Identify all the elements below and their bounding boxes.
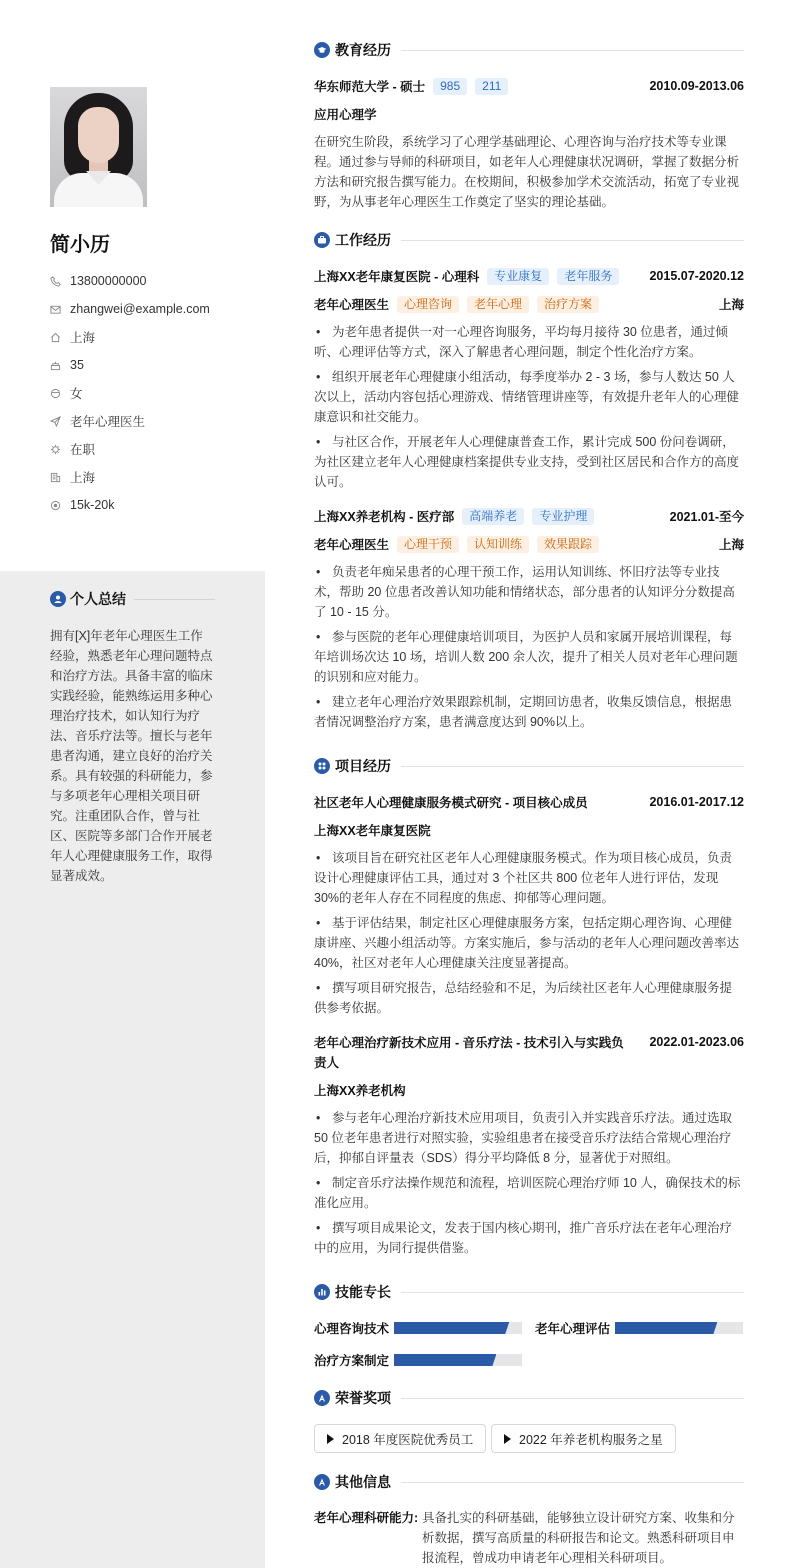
salary-icon: [50, 500, 70, 511]
job-position-row: [314, 534, 744, 554]
play-icon: [504, 1434, 511, 1444]
project-name-row: [314, 792, 744, 812]
profile-name: 简小历: [50, 234, 110, 256]
job-city: 上海: [718, 298, 744, 312]
education-date: 2010.09-2013.06: [649, 79, 744, 93]
gender-icon: [50, 388, 70, 399]
job-company-row: [314, 506, 744, 526]
skill-bar: [394, 1322, 522, 1334]
info-row-email: zhangwei@example.com: [50, 295, 260, 323]
list-item: • 基于评估结果，制定社区心理健康服务方案，包括定期心理咨询、心理健康讲座、兴趣小组活动等。方案实施后，参与活动的老年人心理问题改善率达 40%，社区对老年人心理健康关注度显著提高。: [314, 913, 744, 973]
tag: 高端养老: [462, 508, 524, 525]
list-item: • 负责老年痴呆患者的心理干预工作，运用认知训练、怀旧疗法等专业技术，帮助 20 位患者改善认知功能和情绪状态，部分患者的认知评分分数提高了 10 - 15 分。: [314, 562, 744, 622]
grid-icon: [314, 758, 330, 774]
project-org-row: [314, 1080, 744, 1100]
job-date: 2021.01-至今: [669, 510, 744, 524]
other-info-row: [314, 1508, 744, 1568]
education-major-row: [314, 104, 744, 124]
list-item: • 为老年患者提供一对一心理咨询服务，平均每月接待 30 位患者，通过倾听、心理评估等方式，深入了解患者心理问题，制定个性化治疗方案。: [314, 322, 744, 362]
skill-item: 老年心理评估: [535, 1318, 743, 1338]
tag: 效果跟踪: [537, 536, 599, 553]
company-name: 上海XX老年康复医院 - 心理科: [314, 270, 480, 284]
project-name-cont: 责人: [314, 1056, 340, 1070]
award-icon: [314, 1390, 330, 1406]
user-icon: [50, 591, 66, 607]
education-school-row: [314, 76, 744, 96]
tag: 治疗方案: [537, 296, 599, 313]
skills-heading: 技能专长: [314, 1282, 744, 1302]
info-row-phone: 13800000000: [50, 267, 260, 295]
list-item: • 撰写项目成果论文，发表于国内核心期刊，推广音乐疗法在老年心理治疗中的应用，为同行提供借鉴。: [314, 1218, 744, 1258]
summary-text: 拥有[X]年老年心理医生工作经验，熟悉老年心理问题特点和治疗方法。具备丰富的临床实践经验，能熟练运用多种心理治疗技术，如认知行为疗法、音乐疗法等。擅长与老年患者沟通，建立良好的治疗关系。具有较强的科研能力，参与多项老年心理相关项目研究。注重团队合作，曾与社区、医院等多部门合作开展老年人心理健康服务工作，取得显著成效。: [50, 629, 213, 883]
tag: 老年服务: [557, 268, 619, 285]
phone-icon: [50, 276, 70, 287]
skill-bar-fill: [394, 1322, 509, 1334]
info-row-position: 老年心理医生: [50, 407, 260, 435]
email-icon: [50, 304, 70, 315]
other-key: 老年心理科研能力:: [314, 1511, 419, 1525]
tag: 认知训练: [467, 536, 529, 553]
project-name: 社区老年人心理健康服务模式研究 - 项目核心成员: [314, 796, 588, 810]
list-item: • 制定音乐疗法操作规范和流程，培训医院心理治疗师 10 人，确保技术的标准化应用。: [314, 1173, 744, 1213]
contact-info: [50, 267, 260, 519]
list-item: • 参与医院的老年心理健康培训项目，为医护人员和家属开展培训课程，每年培训场次达 10 场，培训人数 200 余人次，提升了相关人员对老年心理问题的识别和应对能力。: [314, 627, 744, 687]
list-item: • 与社区合作，开展老年人心理健康普查工作，累计完成 500 份问卷调研，为社区建立老年人心理健康档案提供专业支持，受到社区居民和合作方的高度认可。: [314, 432, 744, 492]
info-row-status: 在职: [50, 435, 260, 463]
tag: 专业护理: [532, 508, 594, 525]
tag: 老年心理: [467, 296, 529, 313]
award-item: 2022 年养老机构服务之星: [491, 1424, 676, 1453]
job-bullets: [314, 322, 744, 497]
job-position: 老年心理医生: [314, 538, 390, 552]
skill-bar-fill: [615, 1322, 717, 1334]
award-item: 2018 年度医院优秀员工: [314, 1424, 486, 1453]
project-name-row: [314, 1032, 744, 1052]
tag: 985: [433, 78, 467, 95]
project-bullets: [314, 1108, 744, 1263]
tag: 心理干预: [397, 536, 459, 553]
project-name: 老年心理治疗新技术应用 - 音乐疗法 - 技术引入与实践负: [314, 1036, 624, 1050]
job-date: 2015.07-2020.12: [649, 269, 744, 283]
other-value: 具备扎实的科研基础，能够独立设计研究方案、收集和分析数据，撰写高质量的科研报告和论文。熟悉科研项目申报流程，曾成功申请老年心理相关科研项目。: [422, 1511, 735, 1565]
skill-bar: [615, 1322, 743, 1334]
bar-chart-icon: [314, 1284, 330, 1300]
job-company-row: [314, 266, 744, 286]
info-icon: [314, 1474, 330, 1490]
school-name: 华东师范大学 - 硕士: [314, 80, 426, 94]
project-org-row: [314, 820, 744, 840]
graduation-cap-icon: [314, 42, 330, 58]
info-row-age: 35: [50, 351, 260, 379]
list-item: • 组织开展老年心理健康小组活动，每季度举办 2 - 3 场，参与人数达 50 人次以上，活动内容包括心理游戏、情绪管理讲座等，有效提升老年人的心理健康意识和社交能力。: [314, 367, 744, 427]
education-heading: 教育经历: [314, 40, 744, 60]
work-heading: 工作经历: [314, 230, 744, 250]
info-row-home: 上海: [50, 323, 260, 351]
info-row-gender: 女: [50, 379, 260, 407]
tag: 专业康复: [487, 268, 549, 285]
list-item: • 建立老年心理治疗效果跟踪机制，定期回访患者，收集反馈信息，根据患者情况调整治疗方案，患者满意度达到 90%以上。: [314, 692, 744, 732]
building-icon: [50, 472, 70, 483]
job-position: 老年心理医生: [314, 298, 390, 312]
info-row-salary: 15k-20k: [50, 491, 260, 519]
list-item: • 该项目旨在研究社区老年人心理健康服务模式。作为项目核心成员，负责设计心理健康评估工具，通过对 3 个社区共 800 位老年人进行评估，发现 30%的老年人存在不同程度的焦虑、抑郁等心理问题。: [314, 848, 744, 908]
summary-heading: 个人总结: [50, 589, 215, 609]
list-item: • 撰写项目研究报告，总结经验和不足，为后续社区老年人心理健康服务提供参考依据。: [314, 978, 744, 1018]
job-position-row: [314, 294, 744, 314]
briefcase-icon: [314, 232, 330, 248]
skill-item: 心理咨询技术: [314, 1318, 522, 1338]
projects-heading: 项目经历: [314, 756, 744, 776]
status-icon: [50, 444, 70, 455]
project-org: 上海XX养老机构: [314, 1084, 406, 1098]
project-bullets: [314, 848, 744, 1023]
project-org: 上海XX老年康复医院: [314, 824, 431, 838]
tag: 211: [475, 78, 508, 95]
tag: 心理咨询: [397, 296, 459, 313]
job-city: 上海: [718, 538, 744, 552]
skill-bar: [394, 1354, 522, 1366]
awards-heading: 荣誉奖项: [314, 1388, 744, 1408]
skill-bar-fill: [394, 1354, 496, 1366]
job-bullets: [314, 562, 744, 737]
other-heading: 其他信息: [314, 1472, 744, 1492]
send-icon: [50, 416, 70, 427]
company-name: 上海XX养老机构 - 医疗部: [314, 510, 455, 524]
major: 应用心理学: [314, 108, 377, 122]
cake-icon: [50, 360, 70, 371]
project-date: 2016.01-2017.12: [649, 795, 744, 809]
project-date: 2022.01-2023.06: [649, 1035, 744, 1049]
list-item: • 参与老年心理治疗新技术应用项目，负责引入并实践音乐疗法。通过选取 50 位老年患者进行对照实验，实验组患者在接受音乐疗法结合常规心理治疗后，抑郁自评量表（SDS）得分平均降低 8 分，显著优于对照组。: [314, 1108, 744, 1168]
skill-item: 治疗方案制定: [314, 1350, 522, 1370]
play-icon: [327, 1434, 334, 1444]
education-description: 在研究生阶段，系统学习了心理学基础理论、心理咨询与治疗技术等专业课程。通过参与导师的科研项目，如老年人心理健康状况调研，掌握了数据分析方法和研究报告撰写能力。在校期间，积极参加学术交流活动，拓宽了专业视野，为从事老年心理医生工作奠定了坚实的理论基础。: [314, 135, 740, 209]
left-column: [0, 0, 265, 1568]
home-icon: [50, 332, 70, 343]
avatar: [50, 87, 147, 207]
info-row-city: 上海: [50, 463, 260, 491]
project-name-row-cont: [314, 1052, 744, 1072]
